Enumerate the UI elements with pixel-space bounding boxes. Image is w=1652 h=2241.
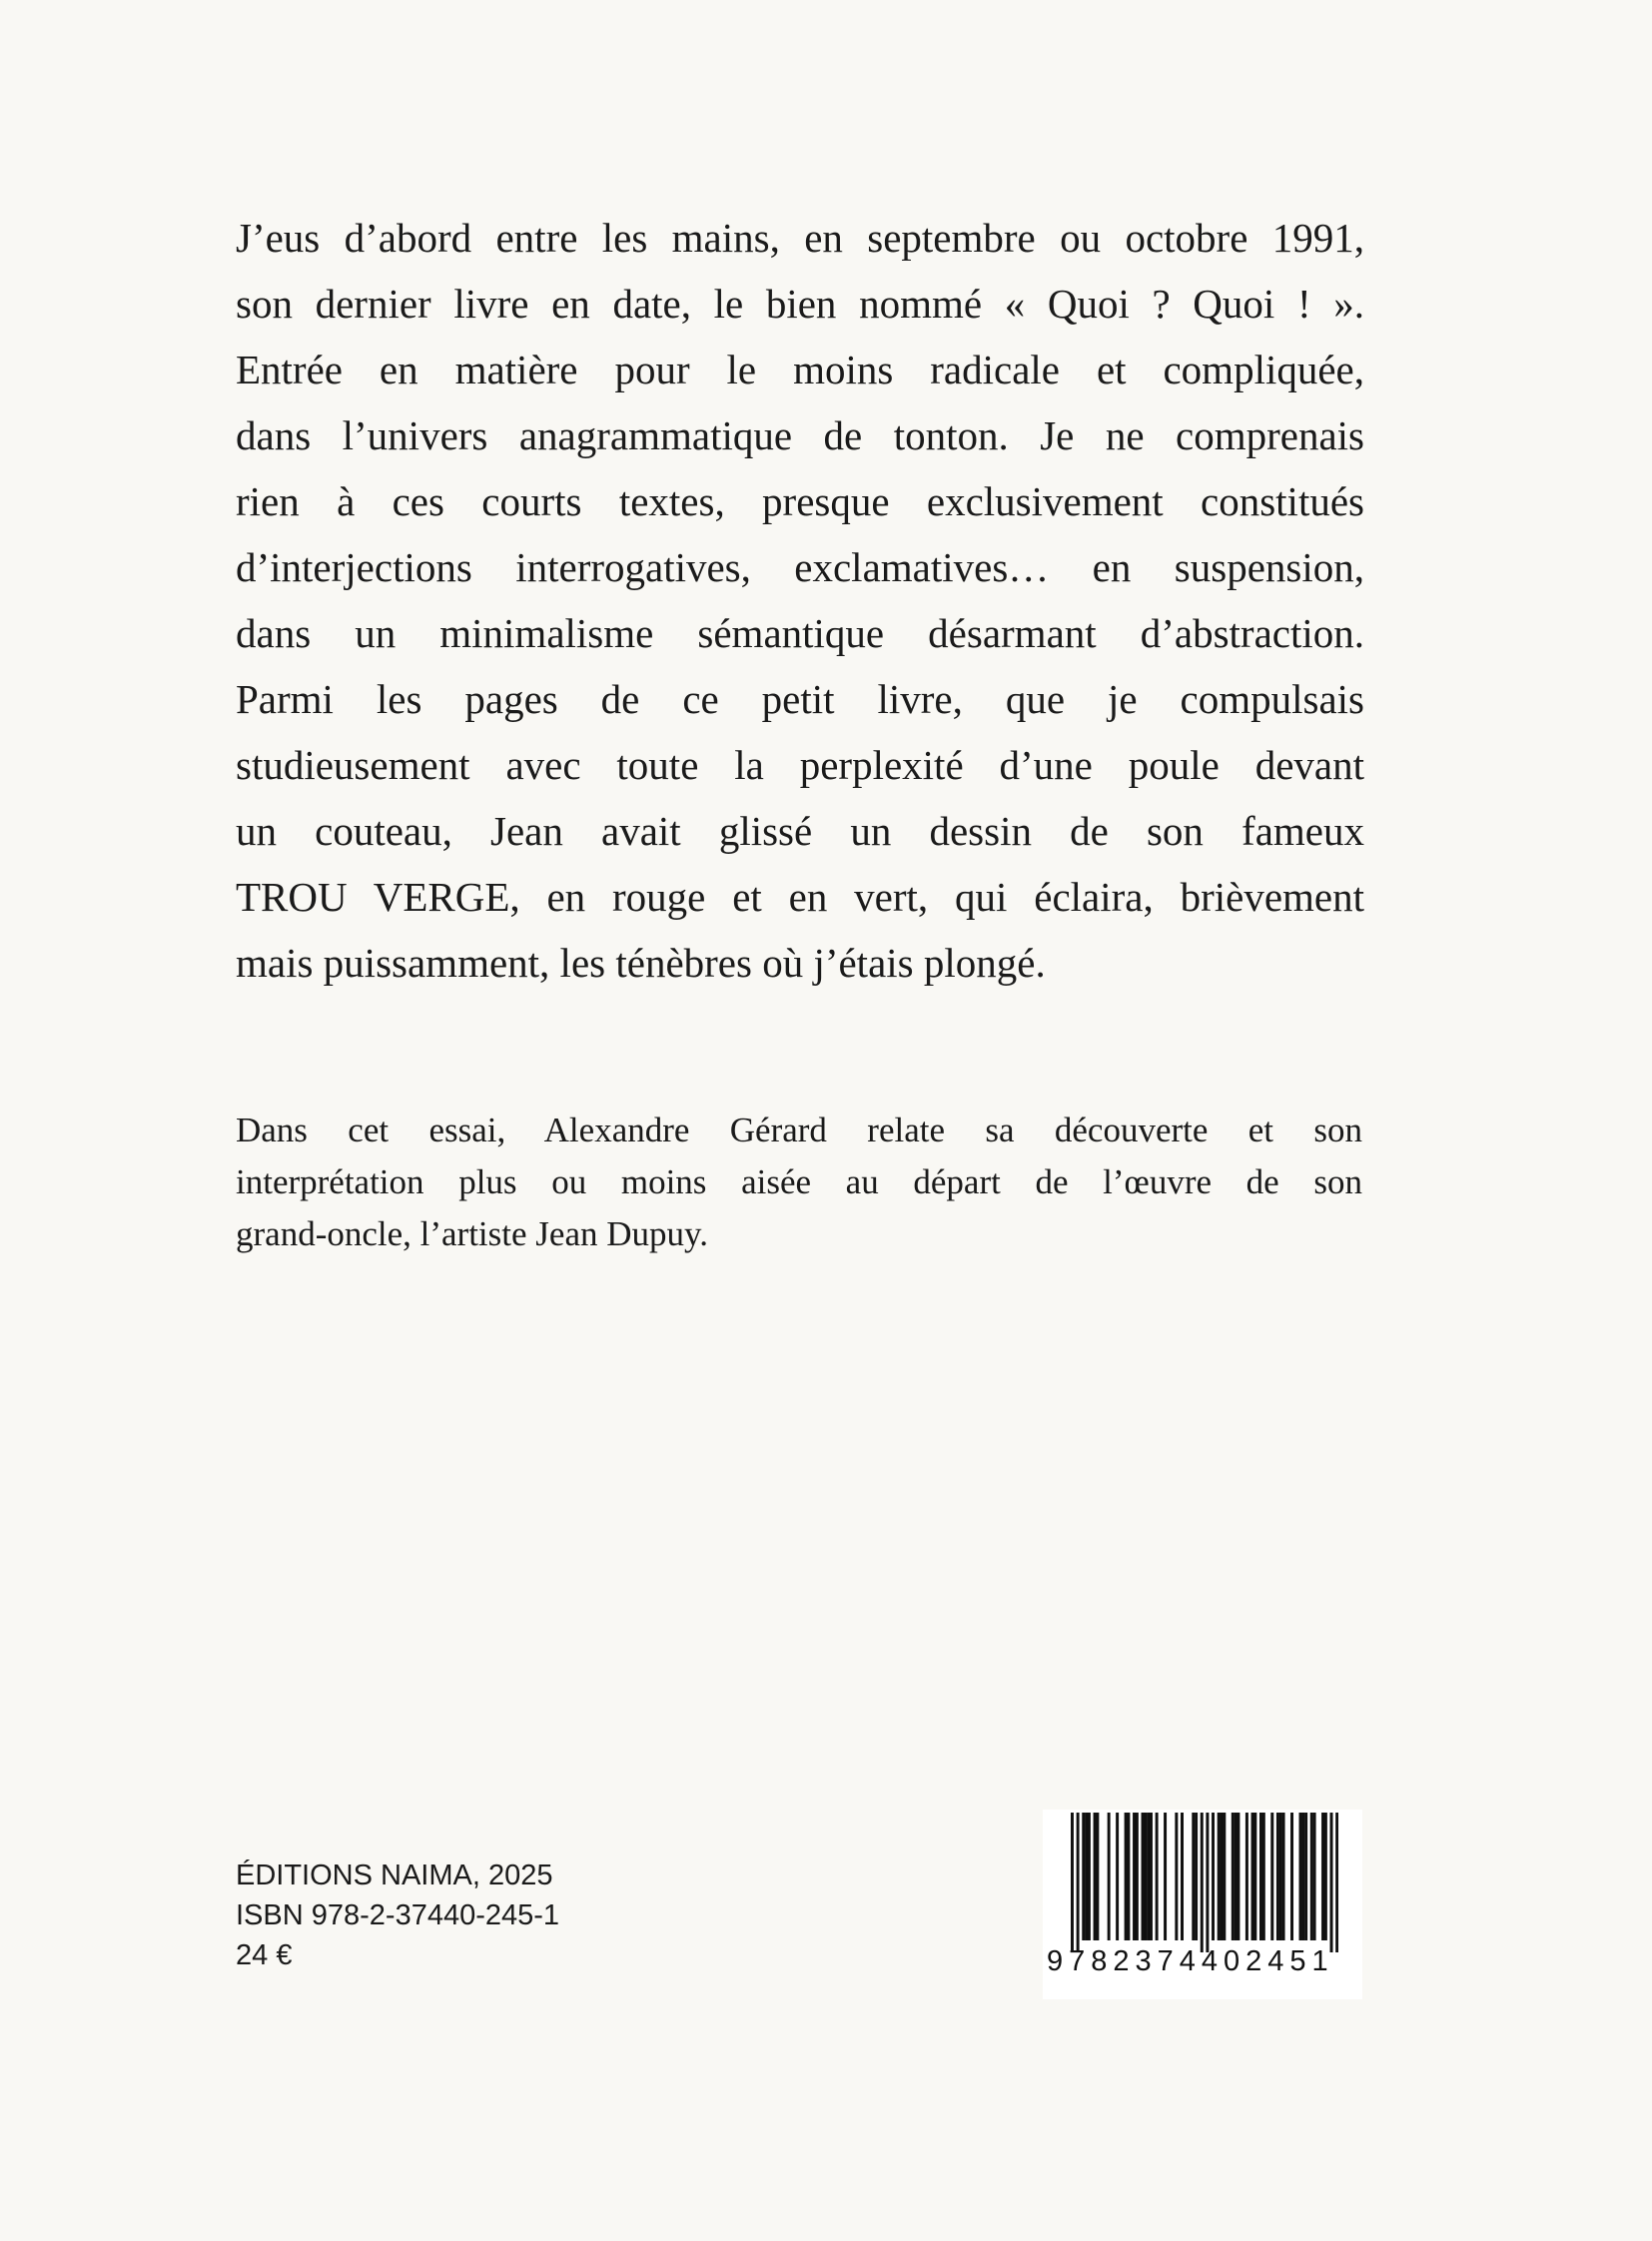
barcode-digits: 9782374402451	[1047, 1945, 1334, 1977]
barcode-bar	[1330, 1813, 1333, 1952]
barcode-bar	[1077, 1813, 1080, 1952]
barcode-bar	[1195, 1813, 1198, 1940]
barcode-bar	[1237, 1813, 1239, 1940]
barcode-bar	[1071, 1813, 1074, 1952]
barcode-bar	[1324, 1813, 1327, 1940]
barcode-bar	[1235, 1813, 1238, 1940]
barcode-bar	[1201, 1813, 1204, 1952]
barcode-bar	[1251, 1813, 1254, 1940]
barcode-bar	[1259, 1813, 1262, 1940]
barcode-bars	[1071, 1813, 1338, 1952]
barcode-bar	[1279, 1813, 1282, 1940]
quote-line: dans l’univers anagrammatique de tonton. Je ne comprenais	[236, 412, 1364, 458]
barcode-bar	[1301, 1813, 1304, 1940]
barcode-bar	[1206, 1813, 1209, 1952]
quote-line: un couteau, Jean avait glissé un dessin de son fameux	[236, 808, 1364, 854]
barcode-bar	[1276, 1813, 1279, 1940]
barcode-bar	[1150, 1813, 1153, 1940]
quote-line: rien à ces courts textes, presque exclusivement constitués	[236, 478, 1364, 524]
barcode-bar	[1133, 1813, 1136, 1940]
quote-line: TROU VERGE, en rouge et en vert, qui éclaira, brièvement	[236, 874, 1364, 920]
barcode-bar	[1221, 1813, 1224, 1940]
quote-line: dans un minimalisme sémantique désarmant d’abstraction.	[236, 610, 1364, 656]
barcode-bar	[1232, 1813, 1235, 1940]
barcode-bar	[1085, 1813, 1088, 1940]
barcode-bar	[1142, 1813, 1145, 1940]
barcode-bar	[1108, 1813, 1111, 1940]
barcode-bar	[1127, 1813, 1130, 1940]
quote-line: Parmi les pages de ce petit livre, que je compulsais	[236, 676, 1364, 722]
isbn-barcode	[1043, 1810, 1362, 1999]
publisher-line: ÉDITIONS NAIMA, 2025	[236, 1860, 553, 1891]
barcode-bar	[1218, 1813, 1221, 1940]
barcode-bar	[1313, 1813, 1316, 1940]
barcode-bar	[1147, 1813, 1150, 1940]
quote-line: d’interjections interrogatives, exclamatives… en suspension,	[236, 544, 1364, 590]
barcode-bar	[1321, 1813, 1324, 1940]
isbn-line: ISBN 978-2-37440-245-1	[236, 1899, 560, 1931]
barcode-bar	[1082, 1813, 1085, 1940]
barcode-bar	[1282, 1813, 1285, 1940]
barcode-bar	[1310, 1813, 1313, 1940]
barcode-bar	[1164, 1813, 1167, 1940]
quote-line: Entrée en matière pour le moins radicale et compliquée,	[236, 347, 1364, 392]
blurb-line: interprétation plus ou moins aisée au départ de l’œuvre de son	[236, 1162, 1362, 1201]
barcode-bar	[1096, 1813, 1099, 1940]
barcode-bar	[1175, 1813, 1178, 1940]
barcode-bar	[1262, 1813, 1265, 1940]
barcode-bar	[1136, 1813, 1139, 1940]
quote-line: studieusement avec toute la perplexité d’une poule devant	[236, 742, 1364, 788]
barcode-bar	[1212, 1813, 1215, 1940]
barcode-bar	[1144, 1813, 1147, 1940]
barcode-bar	[1116, 1813, 1119, 1940]
barcode-bar	[1304, 1813, 1307, 1940]
barcode-bar	[1245, 1813, 1248, 1940]
barcode-bar	[1299, 1813, 1302, 1940]
barcode-bar	[1094, 1813, 1097, 1940]
barcode-bar	[1192, 1813, 1195, 1940]
quote-line: mais puissamment, les ténèbres où j’étais plongé.	[236, 940, 1046, 986]
barcode-bar	[1290, 1813, 1293, 1940]
quote-line: J’eus d’abord entre les mains, en septembre ou octobre 1991,	[236, 215, 1364, 261]
back-cover-quote	[236, 205, 1364, 996]
price-line: 24 €	[236, 1939, 293, 1971]
blurb-line: grand-oncle, l’artiste Jean Dupuy.	[236, 1214, 708, 1253]
barcode-bar	[1223, 1813, 1226, 1940]
quote-line: son dernier livre en date, le bien nommé « Quoi ? Quoi ! ».	[236, 281, 1364, 327]
barcode-bar	[1270, 1813, 1273, 1940]
barcode-bar	[1088, 1813, 1091, 1940]
barcode-bar	[1253, 1813, 1256, 1940]
book-blurb	[236, 1105, 1362, 1260]
barcode-bar	[1335, 1813, 1338, 1952]
blurb-line: Dans cet essai, Alexandre Gérard relate sa découverte et son	[236, 1111, 1362, 1149]
imprint	[236, 1856, 559, 1975]
barcode-bar	[1156, 1813, 1159, 1940]
barcode-bar	[1181, 1813, 1184, 1940]
barcode-bar	[1125, 1813, 1128, 1940]
